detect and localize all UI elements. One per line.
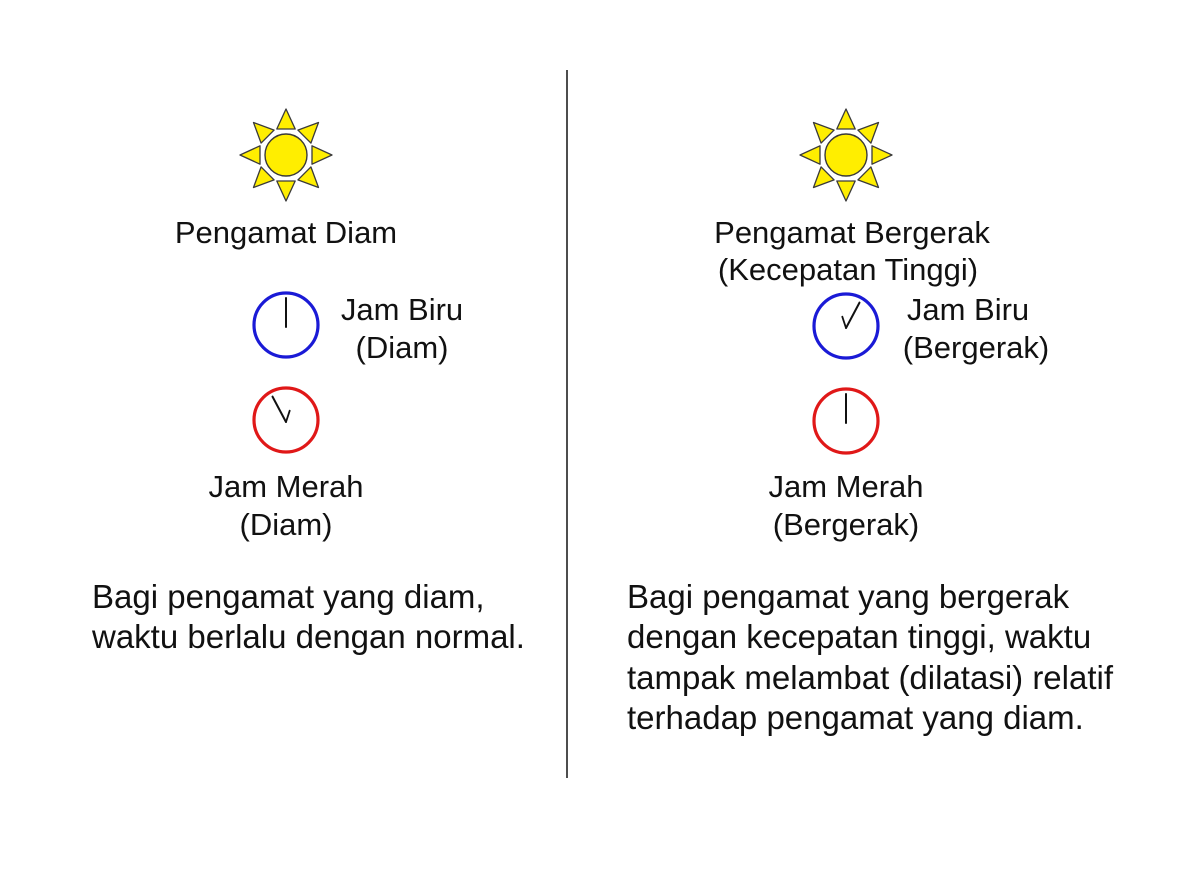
right-caption-line4: terhadap pengamat yang diam. [627, 699, 1084, 736]
left-caption-line2: waktu berlalu dengan normal. [92, 618, 525, 655]
left-panel [91, 109, 525, 655]
left-blue-clock-label-line1: Jam Biru [340, 292, 464, 327]
right-caption-line1: Bagi pengamat yang bergerak [627, 578, 1070, 615]
sun-core [265, 134, 307, 176]
left-observer-label: Pengamat Diam [174, 215, 398, 250]
sun-ray [240, 146, 260, 164]
right-observer-label-line2: (Kecepatan Tinggi) [717, 252, 979, 287]
right-blue-clock [814, 294, 878, 358]
right-red-clock-label-line2: (Bergerak) [772, 507, 920, 542]
sun-ray [277, 181, 295, 201]
left-blue-clock [254, 293, 318, 357]
right-observer-label-line1: Pengamat Bergerak [714, 215, 990, 250]
right-caption-line2: dengan kecepatan tinggi, waktu [627, 618, 1092, 655]
left-red-clock-label-line2: (Diam) [239, 507, 333, 542]
sun-ray [312, 146, 332, 164]
right-red-clock [814, 389, 878, 453]
right-red-clock-label-line1: Jam Merah [768, 469, 924, 504]
sun-ray [837, 109, 855, 129]
left-caption-line1: Bagi pengamat yang diam, [92, 578, 485, 615]
right-blue-clock-label-line1: Jam Biru [906, 292, 1030, 327]
sun-icon [240, 109, 332, 201]
sun-core [825, 134, 867, 176]
sun-ray [872, 146, 892, 164]
sun-ray [800, 146, 820, 164]
right-caption-line3: tampak melambat (dilatasi) relatif [627, 659, 1114, 696]
right-panel [627, 109, 1114, 736]
left-blue-clock-label-line2: (Diam) [355, 330, 449, 365]
right-blue-clock-label-line2: (Bergerak) [902, 330, 1050, 365]
left-red-clock-label-line1: Jam Merah [208, 469, 364, 504]
sun-ray [277, 109, 295, 129]
left-red-clock [254, 388, 318, 452]
sun-icon [800, 109, 892, 201]
sun-ray [837, 181, 855, 201]
